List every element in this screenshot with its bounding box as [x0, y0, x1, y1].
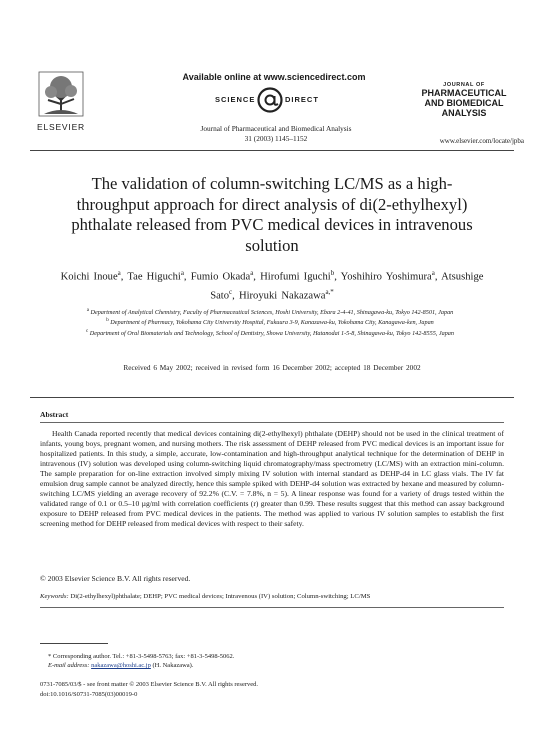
copyright-notice: © 2003 Elsevier Science B.V. All rights reserved.: [40, 574, 191, 583]
author-name: Tae Higuchi: [127, 271, 181, 283]
author-affil-mark: b: [330, 269, 335, 277]
keywords-line: [40, 593, 504, 600]
journal-name: Journal of Pharmaceutical and Biomedical Analysis: [200, 124, 352, 133]
author-name: Yoshihiro Yoshimura: [340, 271, 432, 283]
journal-volume: 31 (2003) 1145–1152: [244, 134, 308, 143]
issn-text: 0731-7085/03/$ - see front matter © 2003 Elsevier Science B.V. All rights reserved.: [40, 681, 259, 688]
received-dates: Received 6 May 2002; received in revised form 16 December 2002; accepted 18 December 2002: [123, 363, 421, 372]
sd-logo-right: DIRECT: [285, 95, 319, 104]
keywords-divider: [40, 607, 504, 608]
journal-logo: [410, 82, 518, 118]
issn-block: [40, 680, 504, 699]
abstract-body: Health Canada reported recently that medical devices containing di(2-ethylhexyl) phthalate (DEHP) should not be used in the clinical treatment of infants, young boys, pregnant women, and nursing mothers. The risk assessment of DEHP released from PVC medical devices is an important issue for hospitalized patients. In this study, a simple, accurate, low-contamination and high-throughput analytical technique for the determination of DEHP in intravenous (IV) solution was developed using column-switching liquid chromatography/mass spectrometry (LC/MS) with an extraction mini-column. The sample preparation for on-line extraction involved simply mixing IV solution with internal standard as DEHP-d4 in LC glass vials. The IV fat emulsion drug sample cannot be analyzed directly, hence this sample spiked with DEHP-d4 solution was extracted by hexane and measured by column-switching LC/MS yielding an average recovery of 92.2% (C.V. = 7.8%, n = 5). A linear response was found for a variety of drugs tested within the validated range of 0.1 or 0.5–10 µg/ml with correlation coefficients (r) greater than 0.99. These results suggest that this method can assay background exposure to DEHP released from PVC medical devices in the patients. The method was applied to various IV solution samples to establish the first screening method for DEHP released from medical devices with respect to their safety.: [40, 429, 504, 528]
email-line: [48, 661, 504, 670]
author-affil-mark: a: [180, 269, 184, 277]
affiliation-mark: a: [86, 308, 89, 313]
author-affil-mark: a,*: [325, 288, 334, 297]
at-sign-icon: [257, 87, 283, 113]
affiliation-text: Department of Oral Biomaterials and Technology, School of Dentistry, Showa University, Hatanodai 1-5-8, Shinagawa-ku, Tokyo 142-8555, Japan: [89, 330, 454, 337]
doi-text: doi:10.1016/S0731-7085(03)00019-0: [40, 690, 138, 698]
journal-url-link[interactable]: www.elsevier.com/locate/jpba: [439, 137, 524, 145]
author-affil-mark: a: [250, 269, 254, 277]
keywords-text: Di(2-ethylhexyl)phthalate; DEHP; PVC medical devices; Intravenous (IV) solution; Column-switching; LC/MS: [70, 593, 371, 600]
author-name: Hirofumi Iguchi: [260, 271, 331, 283]
abstract-heading: Abstract: [40, 410, 69, 419]
elsevier-logo: [36, 70, 86, 132]
author-affil-mark: a: [117, 269, 121, 277]
email-link[interactable]: nakazawa@hoshi.ac.jp: [91, 662, 151, 669]
author-name: Hiroyuki Nakazawa: [238, 290, 326, 302]
affiliation-item: [36, 307, 504, 317]
author-list: Koichi Inoue$^a$, Tae Higuchi$^a$, Fumio Okada$^a$, Hirofumi Iguchi$^b$, Yoshihiro Yoshimura$^a$, Atsushige Sato$^c$, Hiroyuki Nakazawa$^{a,*}$: [60, 269, 484, 302]
journal-reference: [160, 124, 392, 144]
abstract-divider: [40, 422, 504, 423]
journal-logo-line2: AND BIOMEDICAL: [424, 98, 504, 108]
journal-logo-line3: ANALYSIS: [441, 108, 487, 118]
author-affil-mark: c: [229, 288, 233, 297]
affiliation-text: Department of Pharmacy, Yokohama City University Hospital, Fukuura 3-9, Kanazawa-ku, Yokohama City, Kanagawa-ken, Japan: [110, 319, 434, 327]
email-label: E-mail address:: [48, 662, 90, 669]
elsevier-tree-icon: [36, 70, 86, 120]
section-divider: [30, 397, 514, 398]
corresponding-author-text: * Corresponding author. Tel.: +81-3-5498-5763; fax: +81-3-5498-5062.: [48, 653, 235, 660]
affiliation-mark: b: [106, 318, 109, 324]
publisher-name: ELSEVIER: [37, 122, 85, 132]
journal-logo-small: JOURNAL OF: [443, 82, 485, 88]
corresponding-author-note: [48, 652, 504, 670]
affiliation-text: Department of Analytical Chemistry, Faculty of Pharmaceutical Sciences, Hoshi University, Ebara 2-4-41, Shinagawa-ku, Tokyo 142-8501, Japan: [90, 309, 454, 317]
affiliation-item: [36, 328, 504, 338]
email-suffix: (H. Nakazawa).: [152, 662, 194, 669]
author-affil-mark: a: [431, 269, 435, 277]
sciencedirect-logo: [205, 86, 345, 114]
author-name: Fumio Okada: [190, 271, 251, 283]
header-divider: [30, 150, 514, 151]
author-name: Koichi Inoue: [60, 271, 118, 283]
affiliation-list: [36, 307, 504, 338]
journal-logo-line1: PHARMACEUTICAL: [421, 88, 507, 98]
footnote-divider: [40, 643, 108, 644]
keywords-label: Keywords:: [40, 593, 69, 600]
article-title: The validation of column-switching LC/MS as a high-throughput approach for direct analysis of di(2-ethylhexyl) phthalate released from PVC medical devices in intravenous solution: [71, 174, 473, 255]
affiliation-item: [36, 317, 504, 327]
author-name: Atsushige Sato: [210, 271, 484, 302]
sd-logo-left: SCIENCE: [215, 95, 256, 104]
available-online-text: Available online at www.sciencedirect.com: [182, 72, 366, 82]
affiliation-mark: c: [85, 328, 89, 334]
